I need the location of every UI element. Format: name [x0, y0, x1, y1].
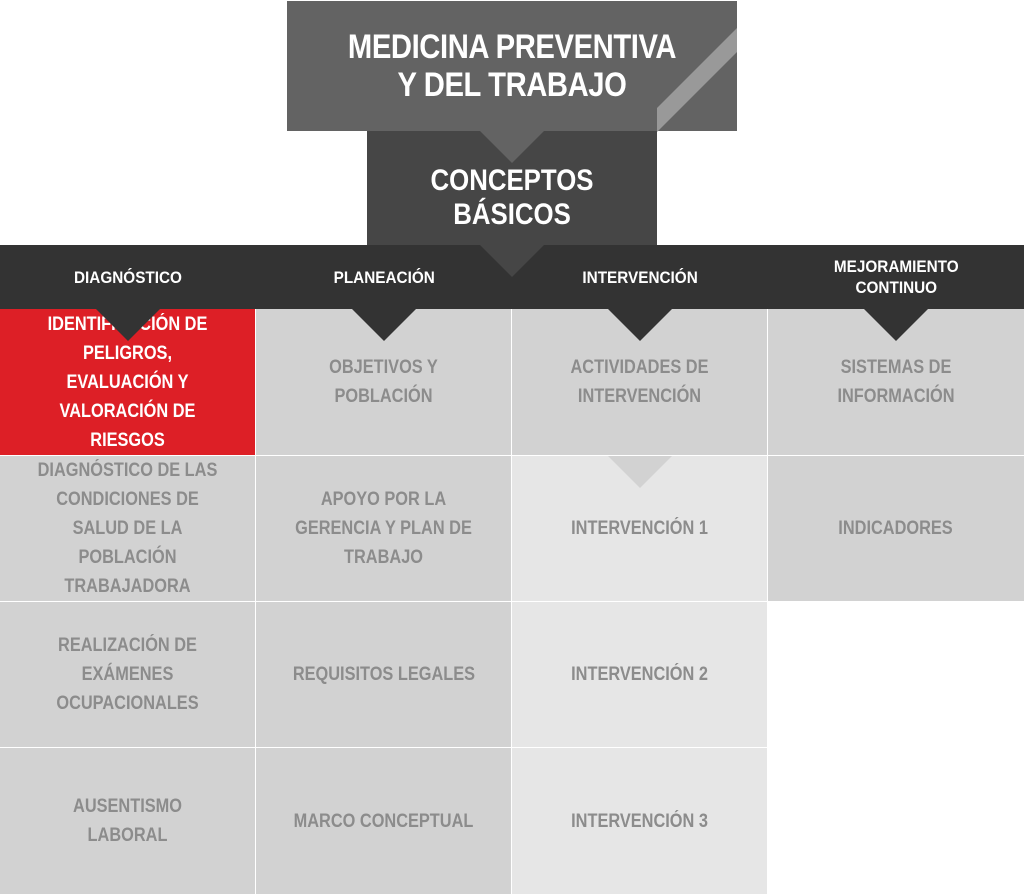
cell-apoyo-gerencia[interactable] — [256, 456, 511, 601]
phase-intervencion — [512, 245, 768, 309]
cell-requisitos-legales[interactable] — [256, 602, 511, 747]
cell-intervencion-2[interactable] — [512, 602, 767, 747]
page-title-text: MEDICINA PREVENTIVA Y DEL TRABAJO — [347, 28, 677, 104]
phase-planeacion — [256, 245, 512, 309]
cell-label: AUSENTISMO LABORAL — [73, 796, 182, 846]
cell-ausentismo-laboral[interactable] — [0, 748, 255, 894]
cell-intervencion-3[interactable] — [512, 748, 767, 894]
cell-label: SISTEMAS DE INFORMACIÓN — [837, 357, 955, 407]
cell-label: APOYO POR LA GERENCIA Y PLAN DE TRABAJO — [295, 489, 472, 568]
cell-label: INTERVENCIÓN 1 — [571, 518, 708, 539]
cell-label: INDICADORES — [838, 518, 954, 539]
phase-label: DIAGNÓSTICO — [74, 267, 182, 287]
cell-examenes-ocupacionales[interactable] — [0, 602, 255, 747]
cell-label: INTERVENCIÓN 3 — [571, 810, 708, 832]
cell-label: ACTIVIDADES DE INTERVENCIÓN — [570, 357, 709, 407]
subtitle-text: CONCEPTOS BÁSICOS — [430, 164, 594, 231]
title-pointer-arrow — [480, 131, 544, 163]
phase-pointer-arrow — [96, 309, 160, 341]
phase-pointer-arrow — [352, 309, 416, 341]
title-fold-decoration — [657, 28, 737, 132]
cell-label: REALIZACIÓN DE EXÁMENES OCUPACIONALES — [56, 635, 199, 714]
cell-diagnostico-condiciones[interactable] — [0, 456, 255, 601]
cell-label: REQUISITOS LEGALES — [292, 664, 475, 685]
cell-indicadores[interactable] — [768, 456, 1024, 601]
phase-pointer-arrow — [864, 309, 928, 341]
cell-marco-conceptual[interactable] — [256, 748, 511, 894]
phase-diagnostico — [0, 245, 256, 309]
cell-label: MARCO CONCEPTUAL — [293, 810, 474, 832]
phase-pointer-arrow — [608, 309, 672, 341]
cell-label: IDENTIFICACIÓN DE PELIGROS, EVALUACIÓN Y VALORACIÓN DE RIESGOS — [47, 313, 208, 451]
phase-label: INTERVENCIÓN — [582, 267, 698, 287]
phase-label: MEJORAMIENTO CONTINUO — [833, 257, 959, 297]
cell-label: DIAGNÓSTICO DE LAS CONDICIONES DE SALUD DE LA POBLACIÓN TRABAJADORA — [37, 460, 218, 597]
cell-label: OBJETIVOS Y POBLACIÓN — [329, 357, 438, 407]
phase-label: PLANEACIÓN — [333, 267, 435, 287]
phase-mejoramiento — [768, 245, 1024, 309]
actividades-pointer-arrow — [608, 456, 672, 488]
cell-label: INTERVENCIÓN 2 — [571, 664, 708, 685]
